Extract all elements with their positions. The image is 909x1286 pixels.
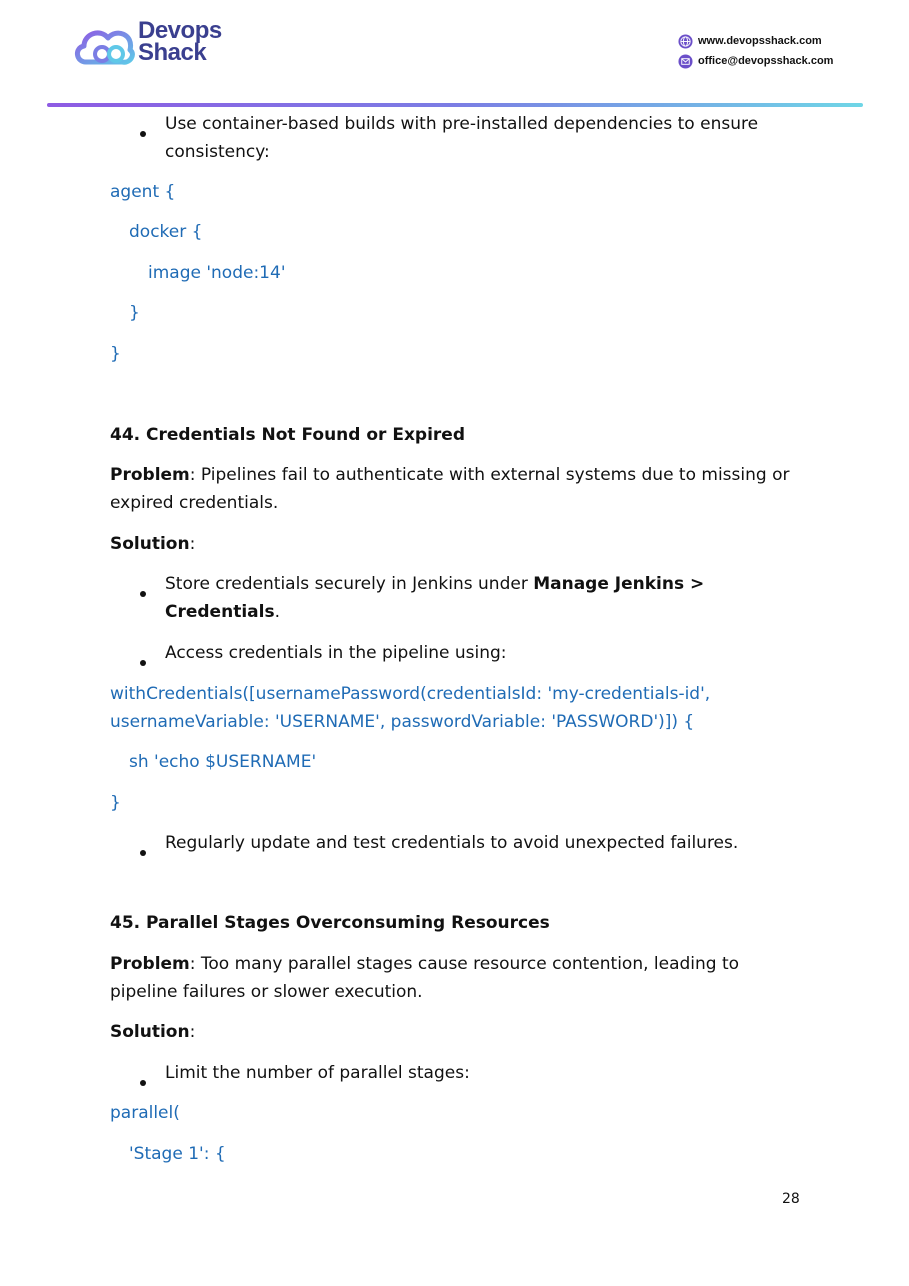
email-row	[678, 51, 833, 71]
problem-text	[110, 950, 739, 978]
code-line: sh 'echo $USERNAME'	[129, 752, 317, 772]
solution-label: Solution	[110, 534, 190, 554]
code-line: }	[110, 793, 121, 813]
problem-body: : Too many parallel stages cause resource contention, leading to	[189, 954, 740, 974]
code-line: parallel(	[110, 1103, 180, 1123]
bullet-text-cont: consistency:	[165, 142, 270, 162]
code-line: 'Stage 1': {	[129, 1144, 226, 1164]
bullet-dot	[140, 591, 146, 597]
bullet-text-bold: Manage Jenkins >	[533, 574, 705, 594]
page-header	[0, 0, 909, 110]
bullet-text-cont	[165, 598, 280, 626]
bullet-dot	[140, 660, 146, 666]
problem-body: : Pipelines fail to authenticate with external systems due to missing or	[189, 465, 790, 485]
globe-icon	[678, 34, 693, 49]
logo-line-2: Shack	[138, 39, 207, 66]
bullet-text: Access credentials in the pipeline using:	[165, 643, 507, 663]
solution-colon: :	[189, 534, 196, 554]
bullet-text	[165, 570, 704, 598]
code-line: usernameVariable: 'USERNAME', passwordVariable: 'PASSWORD')]) {	[110, 712, 695, 732]
bullet-text-bold: Credentials	[165, 602, 275, 622]
bullet-dot	[140, 850, 146, 856]
section-heading: 44. Credentials Not Found or Expired	[110, 425, 465, 445]
problem-label: Problem	[110, 465, 190, 485]
problem-text	[110, 461, 789, 489]
code-line: }	[110, 344, 121, 364]
solution-label: Solution	[110, 1022, 190, 1042]
cloud-logo-icon	[72, 18, 136, 74]
problem-text-cont: pipeline failures or slower execution.	[110, 982, 423, 1002]
code-line: agent {	[110, 182, 176, 202]
devopsshack-logo	[72, 18, 242, 74]
bullet-dot	[140, 131, 146, 137]
bullet-dot	[140, 1080, 146, 1086]
code-line: }	[129, 303, 140, 323]
mail-icon	[678, 54, 693, 69]
bullet-text-plain: Store credentials securely in Jenkins under	[165, 574, 534, 594]
bullet-text-plain: .	[274, 602, 280, 622]
solution-label-line	[110, 1018, 195, 1046]
email-link[interactable]: office@devopsshack.com	[698, 55, 834, 67]
code-line: image 'node:14'	[148, 263, 286, 283]
section-heading: 45. Parallel Stages Overconsuming Resources	[110, 913, 550, 933]
contact-info	[678, 31, 833, 71]
code-line: docker {	[129, 222, 203, 242]
page-number: 28	[782, 1191, 800, 1207]
solution-colon: :	[189, 1022, 196, 1042]
solution-label-line	[110, 530, 195, 558]
logo-wordmark	[138, 17, 222, 66]
bullet-text: Use container-based builds with pre-installed dependencies to ensure	[165, 114, 759, 134]
website-row	[678, 31, 833, 51]
website-link[interactable]: www.devopsshack.com	[698, 35, 822, 47]
logo-line-1: Devops	[138, 17, 222, 44]
code-line: withCredentials([usernamePassword(credentialsId: 'my-credentials-id',	[110, 684, 711, 704]
header-divider	[47, 103, 863, 107]
problem-label: Problem	[110, 954, 190, 974]
bullet-text: Limit the number of parallel stages:	[165, 1063, 470, 1083]
problem-text-cont: expired credentials.	[110, 493, 279, 513]
bullet-text: Regularly update and test credentials to avoid unexpected failures.	[165, 833, 739, 853]
